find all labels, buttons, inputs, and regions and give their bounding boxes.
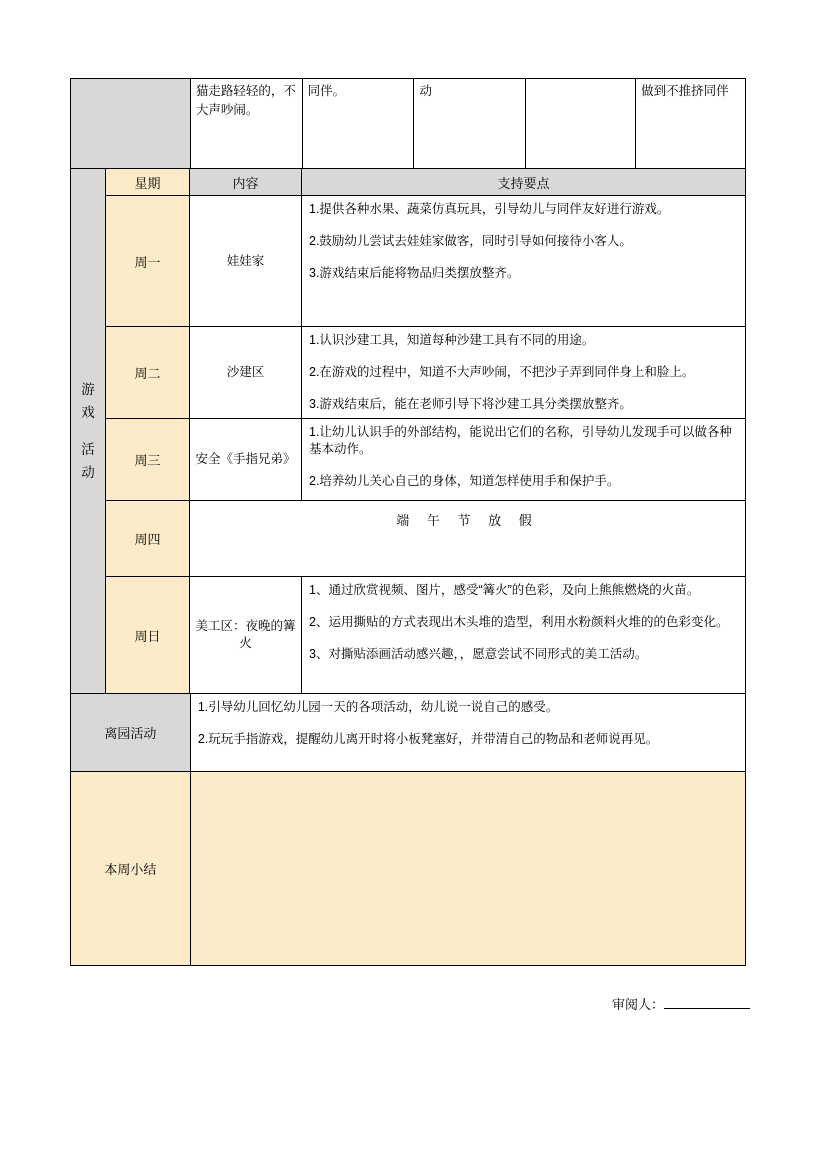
game-activity-section [71, 169, 746, 694]
week-cell: 周四 [106, 501, 190, 577]
carryover-cell-3: 动 [414, 79, 526, 169]
section-label-line2: 活动 [81, 442, 95, 480]
weekly-summary-content [191, 772, 746, 966]
section-label-line1: 游戏 [81, 382, 95, 420]
carryover-cell-label [71, 79, 191, 169]
point-text: 2、运用撕贴的方式表现出木头堆的造型，利用水粉颜料火堆的的色彩变化。 [309, 615, 729, 629]
table-row-monday [106, 196, 746, 327]
weekly-summary-label: 本周小结 [71, 772, 191, 966]
table-row-thursday [106, 501, 746, 577]
point-text: 1.引导幼儿回忆幼儿园一天的各项活动，幼儿说一说自己的感受。 [197, 700, 559, 714]
point-text: 3.游戏结束后能将物品归类摆放整齐。 [309, 266, 520, 280]
section-label-game-activity [71, 169, 106, 694]
point-text: 3、对撕贴添画活动感兴趣，，愿意尝试不同形式的美工活动。 [309, 647, 648, 661]
content-cell: 娃娃家 [190, 196, 302, 327]
reviewer-footer [612, 994, 750, 1013]
points-cell [302, 419, 746, 501]
point-text: 2.在游戏的过程中，知道不大声吵闹，不把沙子弄到同伴身上和脸上。 [309, 365, 695, 379]
point-text: 1.认识沙建工具，知道每种沙建工具有不同的用途。 [309, 333, 595, 347]
point-text: 3.游戏结束后，能在老师引导下将沙建工具分类摆放整齐。 [309, 397, 632, 411]
point-text: 2.玩玩手指游戏，提醒幼儿离开时将小板凳塞好，并带清自己的物品和老师说再见。 [197, 732, 659, 746]
table-row-wednesday [106, 419, 746, 501]
point-text: 1、通过欣赏视频、图片，感受“篝火”的色彩，及向上熊熊燃烧的火苗。 [309, 583, 700, 597]
carryover-cell-2: 同伴。 [303, 79, 415, 169]
header-points: 支持要点 [302, 169, 746, 196]
week-cell: 周日 [106, 577, 190, 694]
holiday-cell: 端 午 节 放 假 [190, 501, 746, 577]
leave-activity-label: 离园活动 [71, 694, 191, 772]
points-cell [302, 327, 746, 419]
leave-activity-points [191, 694, 746, 772]
content-cell: 沙建区 [190, 327, 302, 419]
week-cell: 周二 [106, 327, 190, 419]
weekly-plan-table [70, 78, 746, 966]
table-row-tuesday [106, 327, 746, 419]
week-rows [106, 169, 746, 694]
header-week: 星期 [106, 169, 190, 196]
table-row-leave-activity [71, 694, 746, 772]
content-cell: 安全《手指兄弟》 [190, 419, 302, 501]
carryover-cell-5: 做到不推挤同伴 [636, 79, 746, 169]
week-cell: 周一 [106, 196, 190, 327]
point-text: 1.让幼儿认识手的外部结构，能说出它们的名称，引导幼儿发现手可以做各种基本动作。 [309, 425, 732, 456]
week-cell: 周三 [106, 419, 190, 501]
table-row-weekly-summary [71, 772, 746, 966]
table-row-sunday [106, 577, 746, 694]
point-text: 2.鼓励幼儿尝试去娃娃家做客，同时引导如何接待小客人。 [309, 234, 632, 248]
header-row [106, 169, 746, 196]
carryover-cell-4 [526, 79, 636, 169]
point-text: 2.培养幼儿关心自己的身体，知道怎样使用手和保护手。 [309, 474, 620, 488]
content-cell: 美工区：夜晚的篝火 [190, 577, 302, 694]
reviewer-label: 审阅人： [612, 997, 665, 1012]
reviewer-signature-line [664, 996, 750, 1009]
points-cell [302, 196, 746, 327]
header-content: 内容 [190, 169, 302, 196]
points-cell [302, 577, 746, 694]
carryover-cell-1: 猫走路轻轻的，不大声吵闹。 [191, 79, 303, 169]
point-text: 1.提供各种水果、蔬菜仿真玩具，引导幼儿与同伴友好进行游戏。 [309, 202, 670, 216]
carryover-row [71, 79, 746, 169]
